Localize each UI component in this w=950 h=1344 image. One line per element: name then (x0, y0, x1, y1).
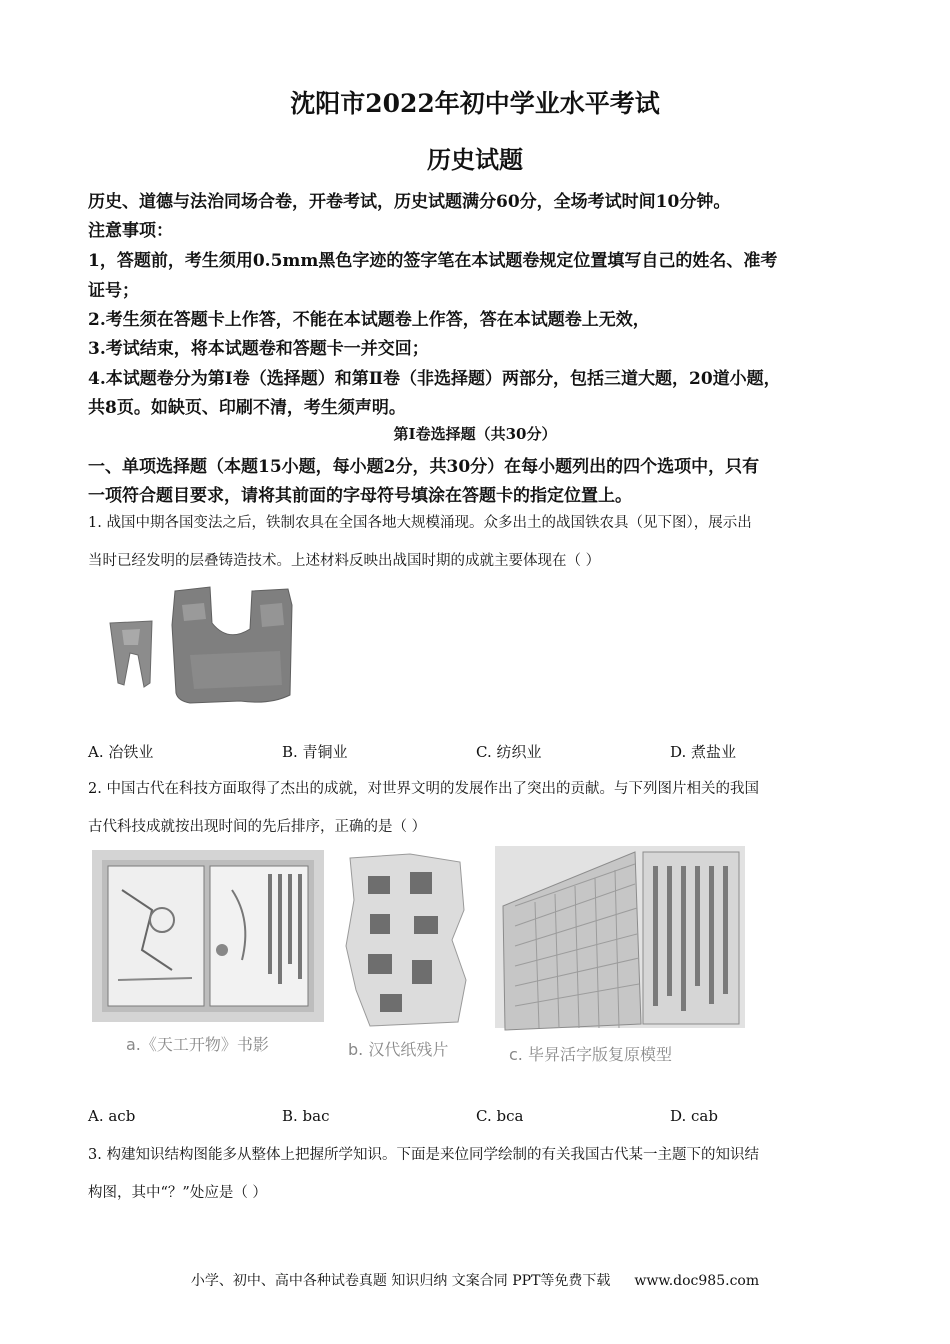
question-2-option-b[interactable]: B. bac (282, 1107, 330, 1125)
page-footer (0, 1270, 950, 1290)
question-1-option-d[interactable]: D. 煮盐业 (670, 743, 737, 761)
note-4a: 4.本试题卷分为第Ⅰ卷（选择题）和第Ⅱ卷（非选择题）两部分，包括三道大题，20道小题， (88, 369, 781, 389)
question-2-stem-b: 古代科技成就按出现时间的先后排序，正确的是（ ） (88, 819, 427, 835)
footer-text: 小学、初中、高中各种试卷真题 知识归纳 文案合同 PPT等免费下载 (190, 1273, 611, 1289)
figure-a-caption: a.《天工开物》书影 (126, 1035, 269, 1054)
note-4b: 共8页。如缺页、印刷不清，考生须声明。 (88, 398, 406, 418)
question-1-option-a[interactable]: A. 冶铁业 (88, 743, 154, 761)
notes-heading: 注意事项： (88, 221, 173, 241)
note-1a: 1，答题前，考生须用0.5mm黑色字迹的签字笔在本试题卷规定位置填写自己的姓名、准考 (88, 251, 778, 271)
section-instruction-b: 一项符合题目要求，请将其前面的字母符号填涂在答题卡的指定位置上。 (88, 486, 632, 506)
note-2: 2.考生须在答题卡上作答，不能在本试题卷上作答，答在本试题卷上无效， (88, 310, 650, 330)
exam-title: 沈阳市2022年初中学业水平考试 (290, 89, 660, 118)
question-1-option-b[interactable]: B. 青铜业 (282, 743, 348, 761)
question-2-option-d[interactable]: D. cab (670, 1107, 718, 1125)
exam-subtitle: 历史试题 (427, 145, 523, 174)
section-heading: 第Ⅰ卷选择题（共30分） (393, 425, 557, 443)
question-2-stem-a: 2. 中国古代在科技方面取得了杰出的成就，对世界文明的发展作出了突出的贡献。与下列图片相关的我国 (88, 781, 759, 797)
iron-tools-figure (100, 585, 320, 715)
question-2-option-c[interactable]: C. bca (476, 1107, 524, 1125)
section-instruction-a: 一、单项选择题（本题15小题，每小题2分，共30分）在每小题列出的四个选项中，只有 (88, 457, 760, 477)
figure-b-caption: b. 汉代纸残片 (348, 1040, 449, 1059)
figure-c-caption: c. 毕昇活字版复原模型 (509, 1045, 672, 1064)
figure-c-movable-type (495, 846, 745, 1074)
question-1-stem-a: 1. 战国中期各国变法之后，铁制农具在全国各地大规模涌现。众多出土的战国铁农具（见下图），展示出 (88, 515, 752, 531)
question-1-option-c[interactable]: C. 纺织业 (476, 743, 542, 761)
question-3-stem-a: 3. 构建知识结构图能多从整体上把握所学知识。下面是来位同学绘制的有关我国古代某一主题下的知识结 (88, 1147, 759, 1163)
note-1b: 证号； (88, 281, 139, 301)
question-1-stem-b: 当时已经发明的层叠铸造技术。上述材料反映出战国时期的成就主要体现在（ ） (88, 553, 601, 569)
figure-b-han-paper (340, 850, 480, 1070)
intro-line: 历史、道德与法治同场合卷，开卷考试，历史试题满分60分，全场考试时间10分钟。 (88, 192, 731, 212)
question-3-stem-b: 构图，其中“？”处应是（ ） (88, 1185, 267, 1201)
note-3: 3.考试结束，将本试题卷和答题卡一并交回； (88, 339, 429, 359)
iron-plow-large (172, 587, 292, 703)
question-2-option-a[interactable]: A. acb (88, 1107, 136, 1125)
iron-hoe-small (110, 621, 152, 687)
figure-a-tiangong-kaiwu (92, 850, 324, 1070)
footer-url[interactable]: www.doc985.com (634, 1273, 760, 1289)
